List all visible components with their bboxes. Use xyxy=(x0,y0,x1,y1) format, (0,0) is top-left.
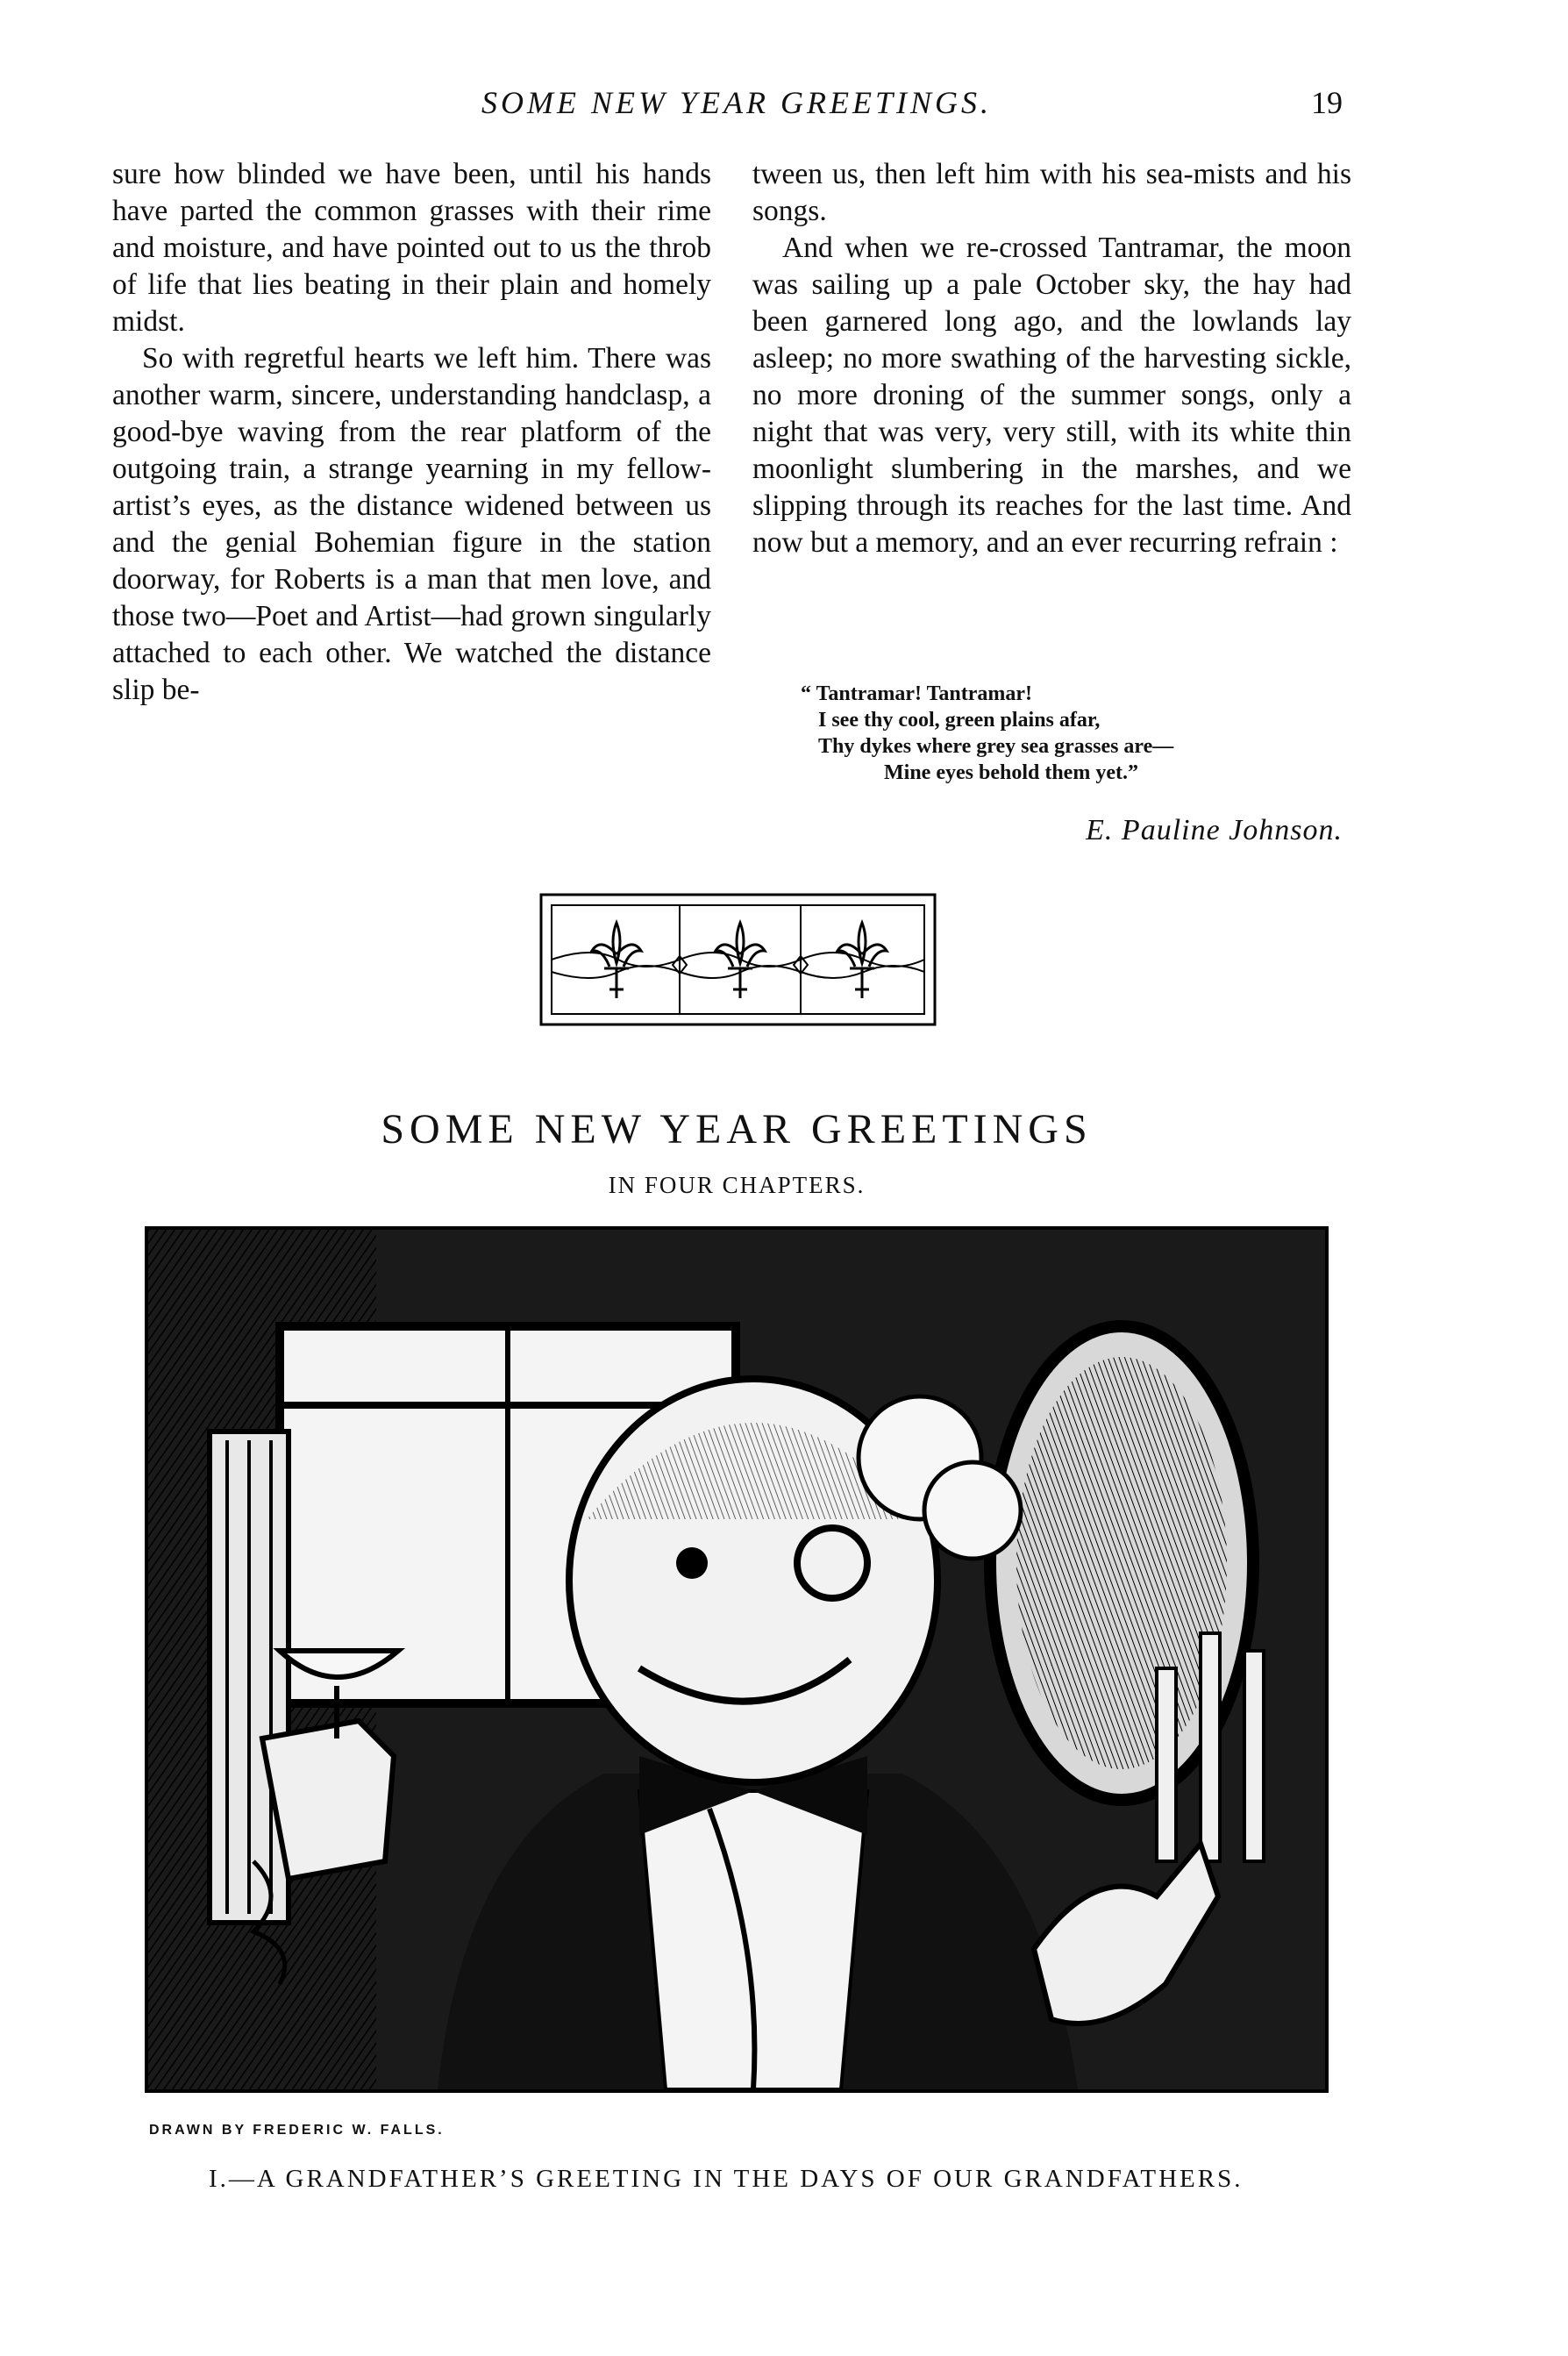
verse-line: Mine eyes behold them yet.” xyxy=(884,761,1138,784)
right-column xyxy=(752,156,1351,561)
paragraph: tween us, then left him with his sea-mists and his songs. xyxy=(752,158,1351,227)
verse-line: I see thy cool, green plains afar, xyxy=(818,709,1101,732)
section-subtitle: IN FOUR CHAPTERS. xyxy=(608,1172,866,1198)
fleur-de-lis-icon xyxy=(716,923,765,998)
verse-line: Thy dykes where grey sea grasses are— xyxy=(818,735,1174,758)
section-title: SOME NEW YEAR GREETINGS xyxy=(381,1106,1093,1153)
paragraph: So with regretful hearts we left him. There was another warm, sincere, understanding handclasp, a good-bye waving from the rear platform of the outgoing train, a strange yearning in my fellow-artist’s eyes, as the distance widened between us and the genial Bohemian figure in the station doorway, for Roberts is a man that men love, and those two—Poet and Artist—had grown singularly attached to each other. We watched the distance slip be- xyxy=(112,342,711,706)
engraving-image xyxy=(148,1230,1325,2089)
fleur-de-lis-ornament xyxy=(539,893,937,1026)
running-head: SOME NEW YEAR GREETINGS. xyxy=(481,85,992,120)
page-number: 19 xyxy=(1311,85,1343,120)
paragraph: And when we re-crossed Tantramar, the moon was sailing up a pale October sky, the hay had been garnered long ago, and the lowlands lay asleep; no more swathing of the harvesting sickle, no more droning of the summer songs, only a night that was very, very still, with its white thin moonlight slumbering in the marshes, and we slipping through its reaches for the last time. And now but a memory, and an ever recurring refrain : xyxy=(752,232,1351,559)
artist-credit: DRAWN BY FREDERIC W. FALLS. xyxy=(149,2123,445,2138)
grandfather-illustration xyxy=(145,1226,1329,2093)
fleur-de-lis-icon xyxy=(592,923,641,998)
fleur-de-lis-icon xyxy=(837,923,887,998)
left-column xyxy=(112,156,711,709)
verse-line: “ Tantramar! Tantramar! xyxy=(801,682,1032,705)
author-signature: E. Pauline Johnson. xyxy=(1086,814,1343,846)
paragraph: sure how blinded we have been, until his hands have parted the common grasses with their rime and moisture, and have pointed out to us the throb of life that lies beating in their plain and homely midst. xyxy=(112,158,711,338)
verse-quote xyxy=(752,681,1351,786)
illustration-caption: I.—A GRANDFATHER’S GREETING IN THE DAYS OF OUR GRANDFATHERS. xyxy=(209,2165,1244,2193)
